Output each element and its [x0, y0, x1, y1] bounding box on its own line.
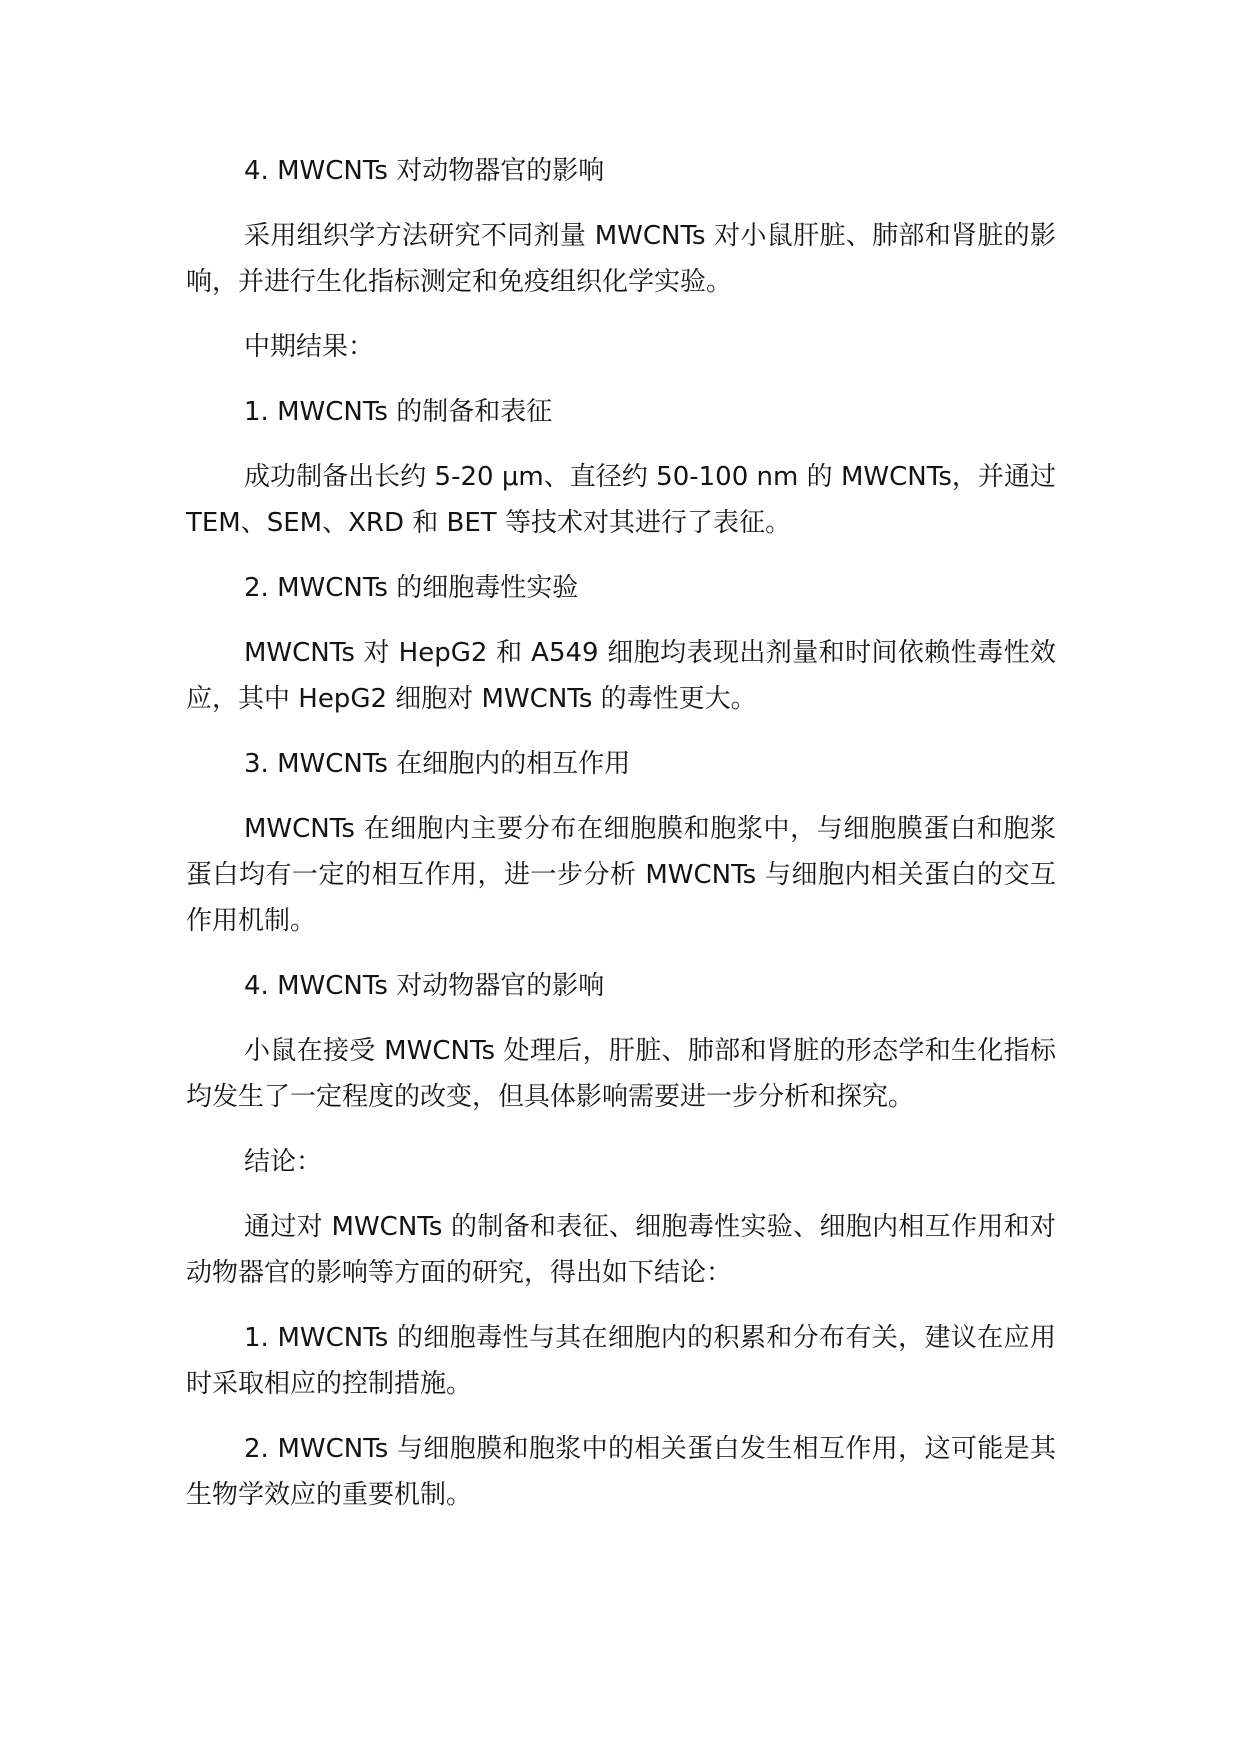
paragraph-animal-organs-result: 小鼠在接受 MWCNTs 处理后，肝脏、肺部和肾脏的形态学和生化指标均发生了一定程度的改变，但具体影响需要进一步分析和探究。 [186, 1036, 1056, 1112]
paragraph-interaction-result: MWCNTs 在细胞内主要分布在细胞膜和胞浆中，与细胞膜蛋白和胞浆蛋白均有一定的相互作用，进一步分析 MWCNTs 与细胞内相关蛋白的交互作用机制。 [186, 814, 1056, 936]
result-heading-animal-organs: 4. MWCNTs 对动物器官的影响 [244, 971, 605, 1001]
paragraph-preparation-result: 成功制备出长约 5-20 μm、直径约 50-100 nm 的 MWCNTs，并通过 TEM、SEM、XRD 和 BET 等技术对其进行了表征。 [186, 462, 1056, 538]
conclusion-item-2: 2. MWCNTs 与细胞膜和胞浆中的相关蛋白发生相互作用，这可能是其生物学效应的重要机制。 [186, 1434, 1056, 1510]
section-heading-interim-results: 中期结果： [244, 332, 375, 362]
paragraph-cytotoxicity-result: MWCNTs 对 HepG2 和 A549 细胞均表现出剂量和时间依赖性毒性效应，其中 HepG2 细胞对 MWCNTs 的毒性更大。 [186, 638, 1056, 714]
paragraph-conclusion-intro: 通过对 MWCNTs 的制备和表征、细胞毒性实验、细胞内相互作用和对动物器官的影响等方面的研究，得出如下结论： [186, 1212, 1056, 1288]
result-heading-interaction: 3. MWCNTs 在细胞内的相互作用 [244, 749, 631, 779]
paragraph-histology-method: 采用组织学方法研究不同剂量 MWCNTs 对小鼠肝脏、肺部和肾脏的影响，并进行生化指标测定和免疫组织化学实验。 [186, 221, 1056, 297]
result-heading-preparation: 1. MWCNTs 的制备和表征 [244, 397, 553, 427]
conclusion-item-1: 1. MWCNTs 的细胞毒性与其在细胞内的积累和分布有关，建议在应用时采取相应的控制措施。 [186, 1323, 1056, 1399]
section-heading-conclusion: 结论： [244, 1147, 323, 1177]
section-heading-animal-organs: 4. MWCNTs 对动物器官的影响 [244, 156, 605, 186]
document-body [186, 148, 1056, 1537]
result-heading-cytotoxicity: 2. MWCNTs 的细胞毒性实验 [244, 573, 579, 603]
